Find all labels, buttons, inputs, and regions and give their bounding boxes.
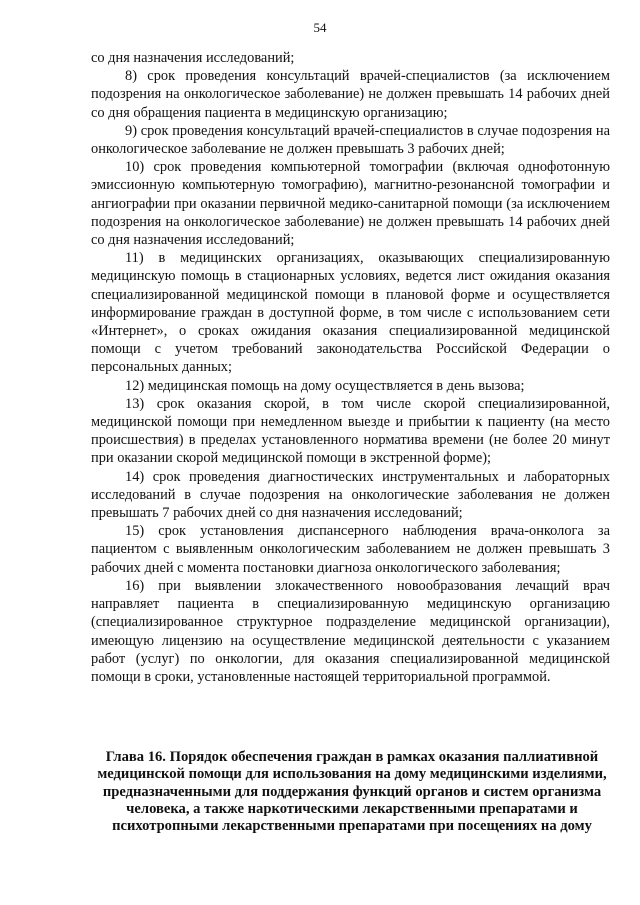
paragraph-item-15: 15) срок установления диспансерного наблюдения врача-онколога за пациентом с выявленным онкологическим заболеванием не должен превышать 3 рабочих дней с момента постановки диагноза онкологического заболевания;: [91, 523, 610, 576]
paragraph-continuation: со дня назначения исследований;: [91, 50, 295, 66]
body-text: [91, 49, 610, 686]
paragraph-item-12: 12) медицинская помощь на дому осуществляется в день вызова;: [125, 377, 525, 394]
paragraph-item-11: 11) в медицинских организациях, оказывающих специализированную медицинскую помощь в стационарных условиях, ведется лист ожидания оказания специализированной медицинской помощи в плановой форме и осуществляется информирование граждан в доступной форме, в том числе с использованием сети «Интернет», о сроках ожидания оказания специализированной медицинской помощи с учетом требований законодательства Российской Федерации о персональных данных;: [91, 250, 610, 376]
paragraph-item-8: 8) срок проведения консультаций врачей-специалистов (за исключением подозрения на онкологическое заболевание) не должен превышать 14 рабочих дней со дня обращения пациента в медицинскую организацию;: [91, 68, 610, 121]
page-number: 54: [313, 20, 327, 35]
paragraph-item-9: 9) срок проведения консультаций врачей-специалистов в случае подозрения на онкологическое заболевание не должен превышать 3 рабочих дней;: [91, 122, 610, 158]
paragraph-item-16: 16) при выявлении злокачественного новообразования лечащий врач направляет пациента в специализированную медицинскую организацию (специализированное структурное подразделение медицинской организации), имеющую лицензию на осуществление медицинской деятельности с указанием работ (услуг) по онкологии, для оказания специализированной медицинской помощи в сроки, установленные настоящей территориальной программой.: [91, 577, 610, 685]
paragraph-item-14: 14) срок проведения диагностических инструментальных и лабораторных исследований в случае подозрения на онкологические заболевания не должен превышать 7 рабочих дней со дня назначения исследований;: [91, 468, 610, 522]
paragraph-item-13: 13) срок оказания скорой, в том числе скорой специализированной, медицинской помощи при немедленном выезде и прибытии к пациенту (на место происшествия) в пределах установленного норматива времени (не более 20 минут при оказании скорой медицинской помощи в экстренной форме);: [91, 395, 610, 467]
paragraph-item-10: 10) срок проведения компьютерной томографии (включая однофотонную эмиссионную компьютерную томографию), магнитно-резонансной томографии и ангиографии при оказании первичной медико-санитарной помощи (за исключением подозрения на онкологическое заболевание) не должен превышать 14 рабочих дней со дня назначения исследований;: [91, 159, 610, 249]
chapter-heading: Глава 16. Порядок обеспечения граждан в рамках оказания паллиативной медицинской помощи для использования на дому медицинскими изделиями, предназначенными для поддержания функций органов и систем организма человека, а также наркотическими лекарственными препаратами и психотропными лекарственными препаратами при посещениях на дому: [97, 749, 607, 835]
